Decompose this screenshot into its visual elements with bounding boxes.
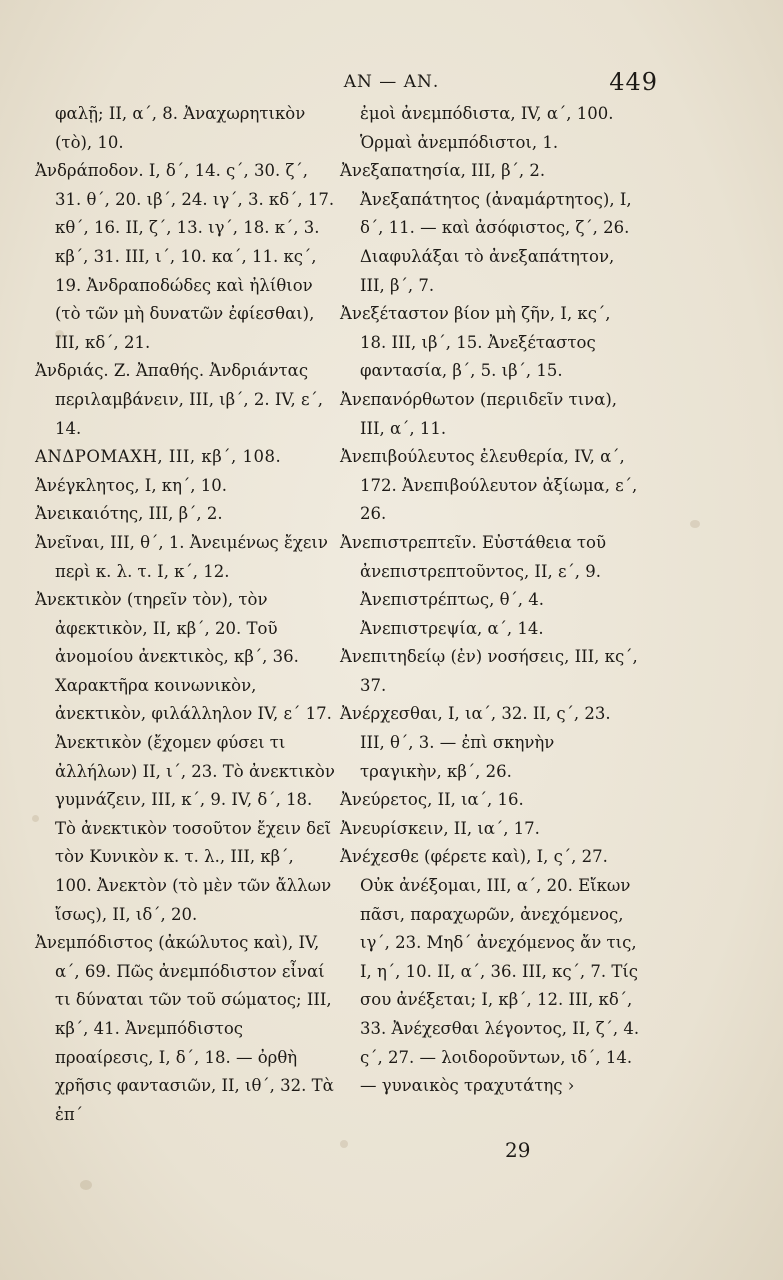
index-entry: Ἀνεπανόρθωτον (περιιδεῖν τινα), ΙΙΙ, α΄, 11. (340, 389, 618, 438)
index-entry: Ἀνεπιστρεπτεῖν. Εὐστάθεια τοῦ ἀνεπιστρεπτοῦντος, ΙΙ, ε΄, 9. Ἀνεπιστρέπτως, θ΄, 4. Ἀνεπιστρεψία, α΄, 14. (340, 532, 606, 638)
left-column (35, 100, 335, 1129)
index-entry: Ἀνέρχεσθαι, Ι, ια΄, 32. ΙΙ, ς΄, 23. ΙΙΙ, θ΄, 3. — ἐπὶ σκηνὴν τραγικὴν, κβ΄, 26. (340, 704, 611, 781)
index-entry: Ἀνεξαπατησία, ΙΙΙ, β΄, 2. Ἀνεξαπάτητος (ἀναμάρτητος), Ι, δ΄, 11. — καὶ ἀσόφιστος, ζ΄, 26. Διαφυλάξαι τὸ ἀνεξαπάτητον, ΙΙΙ, β΄, 7. (340, 161, 632, 295)
index-entry: Ἀνεμπόδιστος (ἀκώλυτος καὶ), IV, α΄, 69. Πῶς ἀνεμπόδιστον εἶναί τι δύναται τῶν τοῦ σώματος; ΙΙΙ, κβ΄, 41. Ἀνεμπόδιστος προαίρεσις, Ι, δ΄, 18. — ὀρθὴ χρῆσις φαντασιῶν, ΙΙ, ιθ΄, 32. Τὰ ἐπ΄ (35, 933, 334, 1124)
page-header (0, 68, 783, 98)
index-entry: Ἀνεικαιότης, ΙΙΙ, β΄, 2. (35, 504, 223, 524)
index-entry: ἐμοὶ ἀνεμπόδιστα, IV, α΄, 100. Ὁρμαὶ ἀνεμπόδιστοι, 1. (360, 104, 614, 152)
page-number: 449 (609, 68, 658, 96)
index-entry: Ἀνέχεσθε (φέρετε καὶ), Ι, ς΄, 27. Οὐκ ἀνέξομαι, ΙΙΙ, α΄, 20. Εἴκων πᾶσι, παραχωρῶν, ἀνεχόμενος, ιγ΄, 23. Μηδ΄ ἀνεχόμενος ἄν τις, Ι, η΄, 10. ΙΙ, α΄, 36. ΙΙΙ, κς΄, 7. Τίς σου ἀνέξεται; Ι, κβ΄, 12. ΙΙΙ, κδ΄, 33. Ἀνέχεσθαι λέγοντος, ΙΙ, ζ΄, 4. ς΄, 27. — λοιδοροῦντων, ιδ΄, 14. — γυναικὸς τραχυτάτης › (340, 847, 640, 1096)
index-entry: Ἀνεπιβούλευτος ἐλευθερία, IV, α΄, 172. Ἀνεπιβούλευτον ἀξίωμα, ε΄, 26. (340, 447, 638, 524)
index-entry: φαλῇ; ΙΙ, α΄, 8. Ἀναχωρητικὸν (τὸ), 10. (55, 104, 306, 152)
signature-mark: 29 (505, 1138, 531, 1162)
index-entry: Ἀνδριάς. Ζ. Ἀπαθής. Ἀνδριάντας περιλαμβάνειν, ΙΙΙ, ιβ΄, 2. IV, ε΄, 14. (35, 361, 323, 438)
index-entry: Ἀνεῖναι, ΙΙΙ, θ΄, 1. Ἀνειμένως ἔχειν περὶ κ. λ. τ. Ι, κ΄, 12. (35, 532, 328, 581)
index-entry: Ἀνεκτικὸν (τηρεῖν τὸν), τὸν ἀφεκτικὸν, ΙΙ, κβ΄, 20. Τοῦ ἀνομοίου ἀνεκτικὸς, κβ΄, 36. Χαρακτῆρα κοινωνικὸν, ἀνεκτικὸν, φιλάλληλον IV, ε΄ 17. Ἀνεκτικὸν (ἔχομεν φύσει τι ἀλλήλων) ΙΙ, ι΄, 23. Τὸ ἀνεκτικὸν γυμνάζειν, ΙΙΙ, κ΄, 9. IV, δ΄, 18. Τὸ ἀνεκτικὸν τοσοῦτον ἔχειν δεῖ τὸν Κυνικὸν κ. τ. λ., ΙΙΙ, κβ΄, 100. Ἀνεκτὸν (τὸ μὲν τῶν ἄλλων ἴσως), ΙΙ, ιδ΄, 20. (35, 590, 335, 924)
index-entry: Ἀνδράποδον. Ι, δ΄, 14. ς΄, 30. ζ΄, 31. θ΄, 20. ιβ΄, 24. ιγ΄, 3. κδ΄, 17. κθ΄, 16. ΙΙ, ζ΄, 13. ιγ΄, 18. κ΄, 3. κβ΄, 31. ΙΙΙ, ι΄, 10. κα΄, 11. κς΄, 19. Ἀνδραποδώδες καὶ ἠλίθιον (τὸ τῶν μὴ δυνατῶν ἐφίεσθαι), ΙΙΙ, κδ΄, 21. (35, 161, 335, 352)
index-entry: Ἀνεύρετος, ΙΙ, ια΄, 16. (340, 790, 524, 810)
index-entry: Ἀνεπιτηδείῳ (ἐν) νοσήσεις, ΙΙΙ, κς΄, 37. (340, 647, 638, 695)
running-head: ΑΝ — ΑΝ. (343, 72, 440, 92)
index-entry: Ἀνεξέταστον βίον μὴ ζῆν, Ι, κς΄, 18. ΙΙΙ, ιβ΄, 15. Ἀνεξέταστος φαντασία, β΄, 5. ιβ΄, 15. (340, 304, 611, 381)
right-column (340, 100, 640, 1101)
index-entry: ΑΝΔΡΟΜΑΧΗ, ΙΙΙ, κβ΄, 108. (35, 447, 282, 467)
index-entry: Ἀνευρίσκειν, ΙΙ, ια΄, 17. (340, 818, 540, 838)
index-entry: Ἀνέγκλητος, Ι, κη΄, 10. (35, 475, 227, 495)
